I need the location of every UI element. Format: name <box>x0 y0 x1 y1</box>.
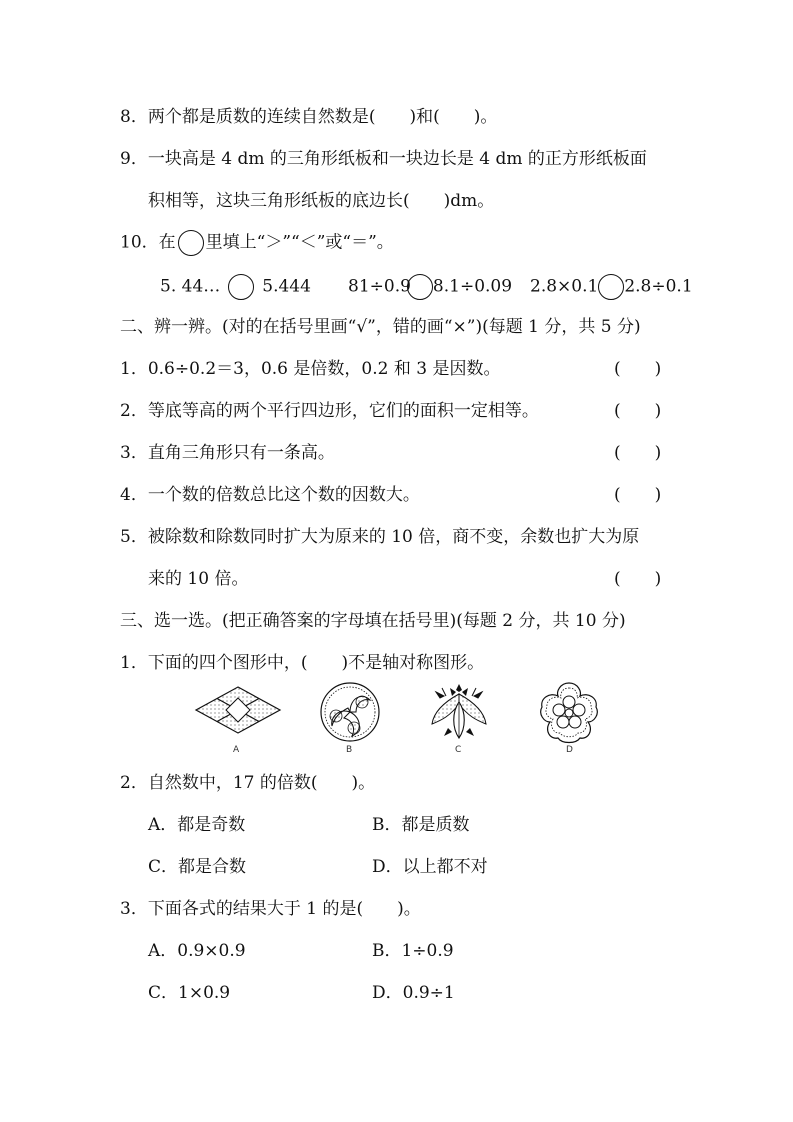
choice-question-1: 1．下面的四个图形中，( )不是轴对称图形。 <box>120 653 485 673</box>
comparison-circle-icon[interactable] <box>598 274 624 300</box>
figure-c-label: C <box>455 745 462 755</box>
question-8: 8．两个都是质数的连续自然数是( )和( )。 <box>120 107 498 127</box>
answer-paren-4[interactable]: ( ) <box>614 485 662 505</box>
choice-option-c[interactable]: C．都是合数 <box>148 857 247 877</box>
comparison-right: 2.8÷0.1 <box>624 276 693 297</box>
question-10 <box>120 230 394 256</box>
figure-d-plum-blossom-icon[interactable] <box>536 680 602 746</box>
comparison-circle-icon[interactable] <box>407 274 433 300</box>
comparison-item-1 <box>160 274 311 300</box>
figure-b-swirl-circle-icon[interactable] <box>318 680 382 744</box>
answer-paren-5[interactable]: ( ) <box>614 569 662 589</box>
choice-option-b[interactable]: B．1÷0.9 <box>372 941 454 961</box>
comparison-circle-icon[interactable] <box>228 274 254 300</box>
section-2-title: 二、辨一辨。(对的在括号里画“√”，错的画“×”)(每题 1 分，共 5 分) <box>120 317 641 337</box>
question-9-line2: 积相等，这块三角形纸板的底边长( )dm。 <box>148 191 495 211</box>
comparison-left: 5. 44… <box>160 276 221 297</box>
section-3-title: 三、选一选。(把正确答案的字母填在括号里)(每题 2 分，共 10 分) <box>120 611 626 631</box>
true-false-item-1: 1．0.6÷0.2＝3，0.6 是倍数，0.2 和 3 是因数。 <box>120 359 501 379</box>
answer-paren-2[interactable]: ( ) <box>614 401 662 421</box>
figure-b-label: B <box>346 745 353 755</box>
choice-option-a[interactable]: A．0.9×0.9 <box>148 941 246 961</box>
true-false-item-5: 5．被除数和除数同时扩大为原来的 10 倍，商不变，余数也扩大为原 <box>120 527 640 547</box>
true-false-item-3: 3．直角三角形只有一条高。 <box>120 443 335 463</box>
comparison-item-3 <box>530 274 693 300</box>
answer-paren-3[interactable]: ( ) <box>614 443 662 463</box>
figure-d-label: D <box>566 745 573 755</box>
comparison-left: 81÷0.9 <box>348 276 411 297</box>
true-false-item-4: 4．一个数的倍数总比这个数的因数大。 <box>120 485 420 505</box>
answer-paren-1[interactable]: ( ) <box>614 359 662 379</box>
choice-option-a[interactable]: A．都是奇数 <box>148 815 246 835</box>
figure-a-diamond-grid-icon[interactable] <box>194 684 282 736</box>
comparison-item-2 <box>348 274 512 300</box>
true-false-item-2: 2．等底等高的两个平行四边形，它们的面积一定相等。 <box>120 401 539 421</box>
true-false-item-5-cont: 来的 10 倍。 <box>148 569 249 589</box>
question-10-prefix: 10．在 <box>120 232 176 253</box>
choice-option-c[interactable]: C．1×0.9 <box>148 983 231 1003</box>
figure-c-leaf-emblem-icon[interactable] <box>426 680 492 744</box>
comparison-left: 2.8×0.1 <box>530 276 599 297</box>
choice-option-b[interactable]: B．都是质数 <box>372 815 470 835</box>
choice-question-2: 2．自然数中，17 的倍数( )。 <box>120 773 376 793</box>
comparison-right: 5.444 <box>262 276 311 297</box>
choice-option-d[interactable]: D．以上都不对 <box>372 857 488 877</box>
question-9-line1: 9．一块高是 4 dm 的三角形纸板和一块边长是 4 dm 的正方形纸板面 <box>120 149 647 169</box>
choice-question-3: 3．下面各式的结果大于 1 的是( )。 <box>120 899 421 919</box>
figure-a-label: A <box>233 745 240 755</box>
question-10-suffix: 里填上“＞”“＜”或“＝”。 <box>205 232 394 253</box>
choice-option-d[interactable]: D．0.9÷1 <box>372 983 455 1003</box>
comparison-right: 8.1÷0.09 <box>432 276 513 297</box>
comparison-circle-icon <box>178 230 204 256</box>
